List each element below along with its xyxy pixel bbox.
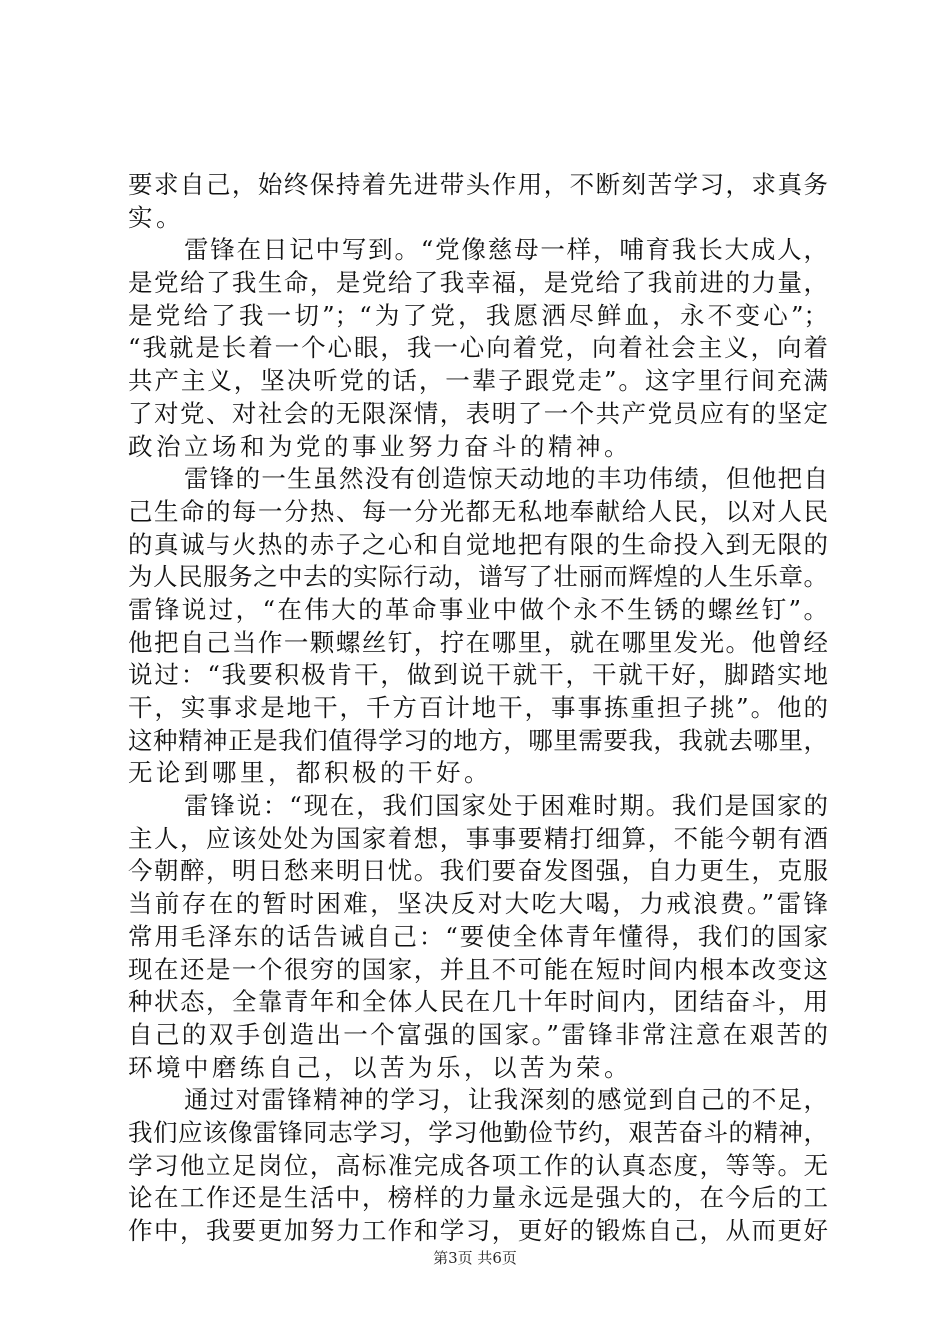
text-line: 雷锋的一生虽然没有创造惊天动地的丰功伟绩，但他把自 bbox=[184, 464, 828, 494]
text-line: 己生命的每一分热、每一分光都无私地奉献给人民，以对人民 bbox=[128, 496, 828, 526]
text-line: 共产主义，坚决听党的话，一辈子跟党走”。这字里行间充满 bbox=[128, 366, 828, 396]
text-line: 论在工作还是生活中，榜样的力量永远是强大的，在今后的工 bbox=[128, 1183, 828, 1213]
text-line: 为人民服务之中去的实际行动，谱写了壮丽而辉煌的人生乐章。 bbox=[128, 562, 828, 592]
text-line: 雷锋在日记中写到。“党像慈母一样，哺育我长大成人， bbox=[184, 235, 828, 265]
page-number-footer: 第3页 共6页 bbox=[433, 1249, 517, 1267]
text-line: 现在还是一个很穷的国家，并且不可能在短时间内根本改变这 bbox=[128, 954, 828, 984]
text-line: 他把自己当作一颗螺丝钉，拧在哪里，就在哪里发光。他曾经 bbox=[128, 627, 828, 657]
text-line: “我就是长着一个心眼，我一心向着党，向着社会主义，向着 bbox=[128, 333, 828, 363]
text-line: 环境中磨练自己，以苦为乐，以苦为荣。 bbox=[128, 1052, 632, 1082]
text-line: 雷锋说：“现在，我们国家处于困难时期。我们是国家的 bbox=[184, 791, 828, 821]
text-line: 的真诚与火热的赤子之心和自觉地把有限的生命投入到无限的 bbox=[128, 529, 828, 559]
text-line: 种状态，全靠青年和全体人民在几十年时间内，团结奋斗，用 bbox=[128, 987, 828, 1017]
text-line: 主人，应该处处为国家着想，事事要精打细算，不能今朝有酒 bbox=[128, 823, 828, 853]
text-line: 常用毛泽东的话告诫自己：“要使全体青年懂得，我们的国家 bbox=[128, 921, 828, 951]
text-line: 是党给了我一切”；“为了党，我愿洒尽鲜血，永不变心”； bbox=[128, 300, 828, 330]
text-line: 学习他立足岗位，高标准完成各项工作的认真态度，等等。无 bbox=[128, 1150, 828, 1180]
text-line: 干，实事求是地干，千方百计地干，事事拣重担子挑”。他的 bbox=[128, 693, 828, 722]
text-line: 这种精神正是我们值得学习的地方，哪里需要我，我就去哪里， bbox=[128, 725, 828, 755]
text-line: 今朝醉，明日愁来明日忧。我们要奋发图强，自力更生，克服 bbox=[128, 856, 828, 886]
text-line: 当前存在的暂时困难，坚决反对大吃大喝，力戒浪费。”雷锋 bbox=[128, 889, 828, 919]
text-line: 实。 bbox=[128, 202, 184, 232]
document-body bbox=[128, 169, 828, 1248]
text-line: 自己的双手创造出一个富强的国家。”雷锋非常注意在艰苦的 bbox=[128, 1019, 828, 1049]
text-line: 无论到哪里，都积极的干好。 bbox=[128, 758, 492, 788]
text-line: 说过：“我要积极肯干，做到说干就干，干就干好，脚踏实地 bbox=[128, 660, 828, 690]
text-line: 作中，我要更加努力工作和学习，更好的锻炼自己，从而更好 bbox=[128, 1216, 828, 1245]
text-line: 政治立场和为党的事业努力奋斗的精神。 bbox=[128, 431, 632, 461]
text-line: 是党给了我生命，是党给了我幸福，是党给了我前进的力量， bbox=[128, 268, 828, 298]
text-line: 通过对雷锋精神的学习，让我深刻的感觉到自己的不足， bbox=[184, 1085, 828, 1115]
text-line: 我们应该像雷锋同志学习，学习他勤俭节约，艰苦奋斗的精神， bbox=[128, 1117, 828, 1147]
text-line: 雷锋说过，“在伟大的革命事业中做个永不生锈的螺丝钉”。 bbox=[128, 594, 828, 624]
text-line: 了对党、对社会的无限深情，表明了一个共产党员应有的坚定 bbox=[128, 398, 828, 428]
text-line: 要求自己，始终保持着先进带头作用，不断刻苦学习，求真务 bbox=[128, 170, 828, 199]
